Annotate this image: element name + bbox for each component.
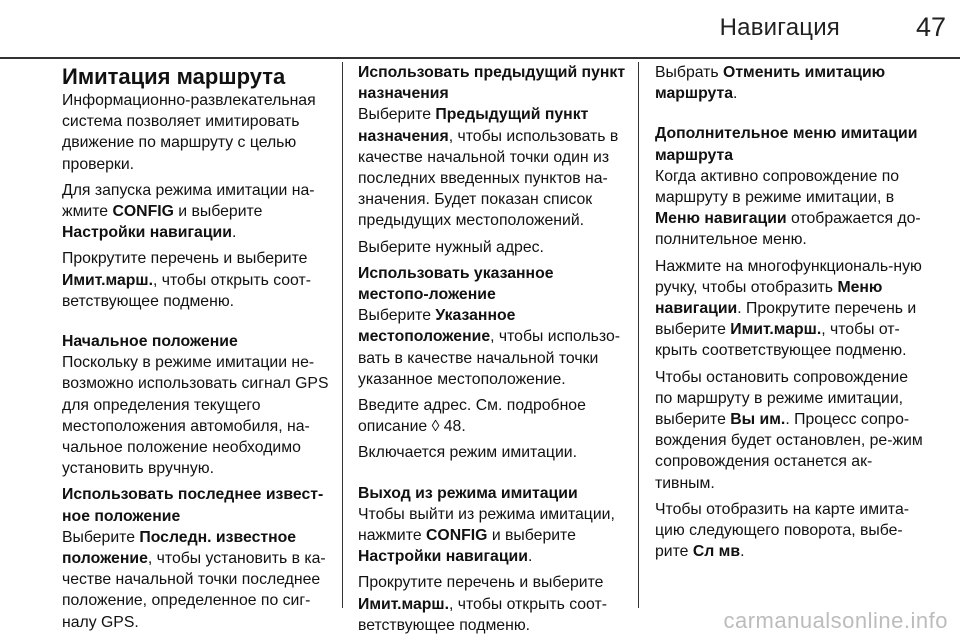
main-heading: Имитация маршрута: [62, 64, 286, 89]
column-2: [358, 62, 628, 641]
text: Выберите: [62, 528, 140, 546]
paragraph: [358, 237, 628, 258]
text: Чтобы выйти из режима имитации, нажмите: [358, 505, 615, 545]
menu-ref: Имит.марш.: [358, 595, 449, 613]
menu-ref: Вы им.: [730, 411, 786, 429]
paragraph: [62, 248, 332, 312]
text: .: [231, 224, 237, 242]
column-divider-2: [638, 62, 639, 608]
menu-ref: Имит.марш.: [62, 271, 153, 289]
text: Выберите: [358, 106, 436, 124]
button-ref: CONFIG: [426, 527, 488, 545]
text: .: [733, 85, 738, 103]
intro-paragraph: [62, 90, 332, 175]
text: . Процесс сопро-вождения будет остановлен, ре-жим сопровождения останется ак-тивным.: [655, 411, 923, 492]
text: Выбрать: [655, 64, 724, 81]
paragraph: [358, 442, 628, 463]
menu-ref: Настройки навигации: [62, 224, 232, 242]
text: Введите адрес. См. подробное описание: [358, 397, 586, 436]
paragraph: [655, 256, 925, 362]
text: Прокрутите перечень и выберите: [62, 250, 308, 268]
text: , чтобы использо-вать в качестве начальной точки указанное местоположение.: [358, 328, 621, 388]
text: Прокрутите перечень и выберите: [358, 574, 604, 592]
subheading: Использовать предыдущий пункт назначения: [358, 64, 626, 103]
text: Нажмите на многофункциональ-ную ручку, чтобы отобразить: [655, 257, 922, 296]
text: Включается режим имитации.: [358, 444, 577, 462]
paragraph: [358, 504, 628, 568]
menu-ref: Отменить имитацию маршрута: [655, 64, 886, 103]
text: .: [527, 548, 533, 566]
menu-ref: Имит.марш.: [730, 321, 822, 339]
page-number: 47: [915, 12, 946, 42]
intro-text: Информационно-развлекательная система позволяет имитировать движение по маршруту с целью проверки.: [62, 92, 316, 173]
paragraph: [358, 572, 628, 636]
column-divider-1: [342, 62, 343, 608]
page-reference: ◊ 48.: [431, 418, 466, 436]
text: Выберите нужный адрес.: [358, 238, 544, 256]
text: .: [740, 543, 745, 561]
paragraph: [358, 305, 628, 390]
text: Поскольку в режиме имитации не-возможно использовать сигнал GPS для определения текущего местоположения автомобиля, на-чальное положение необходимо установить вручную.: [62, 354, 329, 478]
text: Выберите: [358, 307, 436, 325]
paragraph: [358, 104, 628, 231]
button-ref: CONFIG: [112, 203, 174, 221]
menu-ref: Предыдущий пункт назначения: [358, 106, 589, 145]
menu-ref: Меню навигации: [655, 278, 883, 318]
paragraph: [655, 499, 925, 563]
subheading: Использовать последнее извест-ное положение: [62, 486, 324, 525]
subheading: Начальное положение: [62, 333, 238, 351]
text: Чтобы остановить сопровождение по маршруту в режиме имитации, выберите: [655, 368, 908, 429]
menu-ref: Указанное местоположение: [358, 307, 516, 346]
paragraph: [655, 62, 925, 104]
menu-ref: Сл мв: [692, 543, 741, 561]
column-1: [62, 62, 332, 638]
watermark: carmanualsonline.info: [723, 608, 948, 633]
subheading: Использовать указанное местопо-ложение: [358, 264, 554, 304]
paragraph: [62, 352, 332, 479]
column-3: [655, 62, 925, 567]
header-divider: [0, 57, 960, 59]
text: отображается до-полнительное меню.: [655, 210, 921, 249]
text: Когда активно сопровождение по маршруту в режиме имитации, в: [655, 167, 900, 207]
text: , чтобы установить в ка-честве начальной точки последнее положение, определенное по сиг-налу GPS.: [62, 550, 326, 631]
paragraph: [655, 367, 925, 494]
text: и выберите: [173, 203, 263, 221]
menu-ref: Меню навигации: [655, 210, 787, 228]
subheading: Дополнительное меню имитации маршрута: [655, 125, 918, 164]
subheading: Выход из режима имитации: [358, 484, 578, 502]
text: Чтобы отобразить на карте имита-цию следующего поворота, выбе-рите: [655, 500, 910, 561]
text: , чтобы от-крыть соответствующее подменю.: [655, 321, 907, 360]
text: , чтобы открыть соот-ветствующее подменю.: [358, 595, 607, 634]
page-header: [0, 0, 960, 60]
text: и выберите: [487, 527, 576, 545]
paragraph: [358, 395, 628, 437]
paragraph: [62, 180, 332, 244]
paragraph: [62, 527, 332, 633]
menu-ref: Настройки навигации: [358, 548, 528, 566]
text: , чтобы использовать в качестве начальной точки один из последних введенных пунктов на-значения. Будет показан список предыдущих местоположений.: [358, 127, 619, 230]
text: , чтобы открыть соот-ветствующее подменю.: [62, 271, 311, 310]
text: Для запуска режима имитации на-жмите: [62, 181, 315, 221]
text: . Прокрутите перечень и выберите: [655, 300, 917, 339]
section-title: Навигация: [719, 14, 840, 41]
menu-ref: Последн. известное положение: [62, 528, 297, 568]
paragraph: [655, 166, 925, 251]
